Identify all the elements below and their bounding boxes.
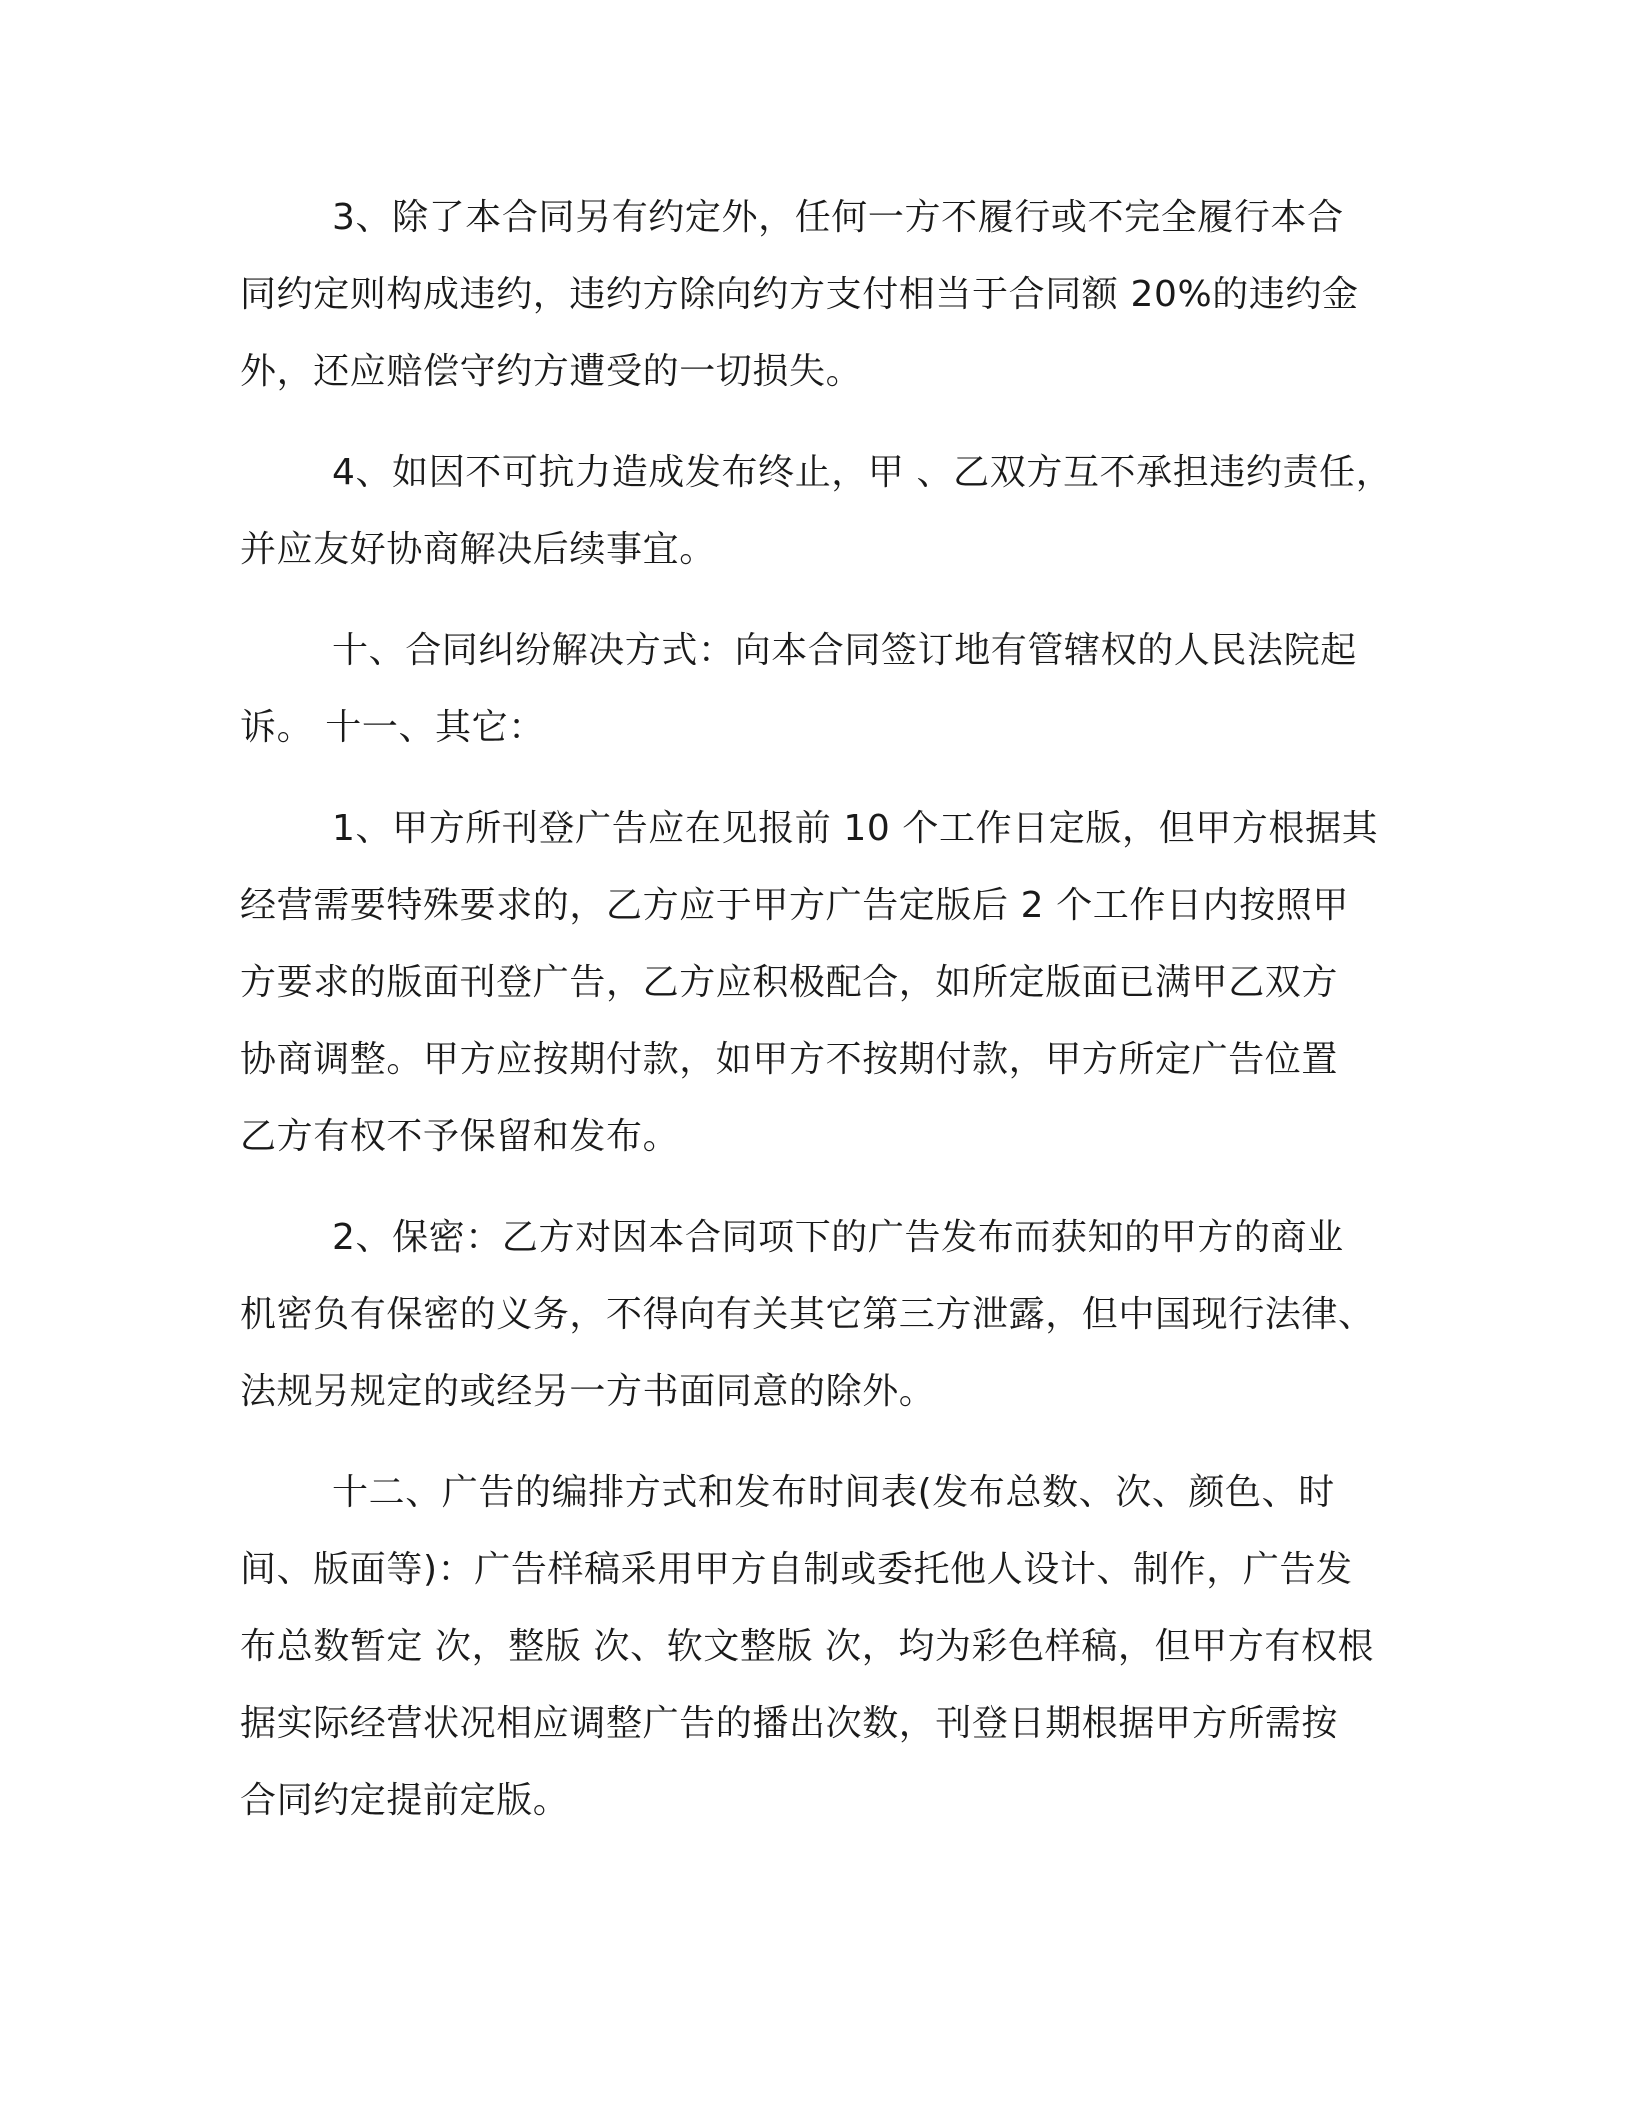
section-12-line-5: 合同约定提前定版。	[240, 1780, 570, 1821]
item-1-line-5: 乙方有权不予保留和发布。	[240, 1116, 680, 1157]
clause-3-line-3: 外，还应赔偿守约方遭受的一切损失。	[240, 351, 863, 392]
item-2-line-2: 机密负有保密的义务，不得向有关其它第三方泄露，但中国现行法律、	[240, 1294, 1375, 1335]
clause-3-line-2: 同约定则构成违约，违约方除向约方支付相当于合同额 20%的违约金	[240, 274, 1359, 315]
clause-3-line-1: 3、除了本合同另有约定外，任何一方不履行或不完全履行本合	[332, 197, 1344, 238]
section-12-line-2: 间、版面等)：广告样稿采用甲方自制或委托他人设计、制作，广告发	[240, 1549, 1353, 1590]
item-1-line-3: 方要求的版面刊登广告，乙方应积极配合，如所定版面已满甲乙双方	[240, 962, 1339, 1003]
item-1-line-4: 协商调整。甲方应按期付款，如甲方不按期付款，甲方所定广告位置	[240, 1039, 1339, 1080]
section-12-line-1: 十二、广告的编排方式和发布时间表(发布总数、次、颜色、时	[332, 1472, 1335, 1513]
section-12-line-3: 布总数暂定 次，整版 次、软文整版 次，均为彩色样稿，但甲方有权根	[240, 1626, 1375, 1667]
clause-4-line-2: 并应友好协商解决后续事宜。	[240, 529, 716, 570]
clause-4-line-1: 4、如因不可抗力造成发布终止，甲 、乙双方互不承担违约责任，	[332, 452, 1393, 493]
item-2-line-3: 法规另规定的或经另一方书面同意的除外。	[240, 1371, 936, 1412]
section-10-line-1: 十、合同纠纷解决方式：向本合同签订地有管辖权的人民法院起	[332, 630, 1357, 671]
item-1-line-2: 经营需要特殊要求的，乙方应于甲方广告定版后 2 个工作日内按照甲	[240, 885, 1349, 926]
section-10-line-2: 诉。 十一、其它：	[240, 707, 545, 748]
section-12-line-4: 据实际经营状况相应调整广告的播出次数，刊登日期根据甲方所需按	[240, 1703, 1339, 1744]
item-2-line-1: 2、保密：乙方对因本合同项下的广告发布而获知的甲方的商业	[332, 1217, 1344, 1258]
item-1-line-1: 1、甲方所刊登广告应在见报前 10 个工作日定版，但甲方根据其	[332, 808, 1379, 849]
